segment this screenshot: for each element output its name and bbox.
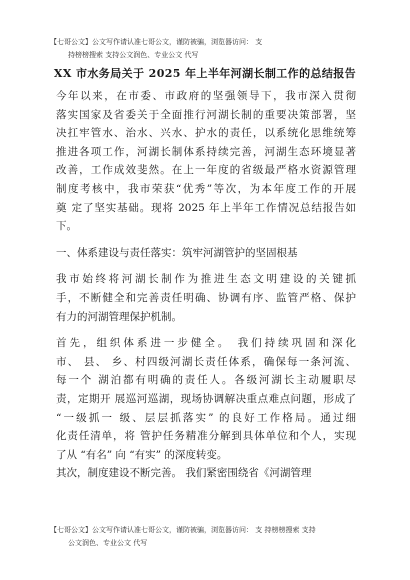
paragraph-line: 今年以来，在市委、市政府的坚强领导下，我市深入贯彻 <box>56 90 356 102</box>
paragraph <box>56 244 356 263</box>
paragraph <box>56 334 356 464</box>
paragraph-line: 一、体系建设与责任落实：筑牢河湖管护的坚固根基 <box>56 246 298 259</box>
paragraph <box>56 270 356 326</box>
paragraph-line: 每一个 湖泊都有明确的责任人。各级河湖长主动履职尽 <box>56 374 356 387</box>
page-footer <box>50 524 370 550</box>
paragraph-line: 决扛牢管水、治水、兴水、护水的责任，以系统化思维统筹 <box>56 127 356 140</box>
paragraph <box>56 464 356 483</box>
paragraph-line: 手，不断健全和完善责任明确、协调有序、监管严格、保护 <box>56 291 356 304</box>
paragraph-line: 制度考核中，我市荣获“优秀”等次，为本年度工作的开展 <box>56 182 356 195</box>
paragraph-line: 了从 “有名” 向 “有实” 的深度转变。 <box>56 448 228 461</box>
paragraph-line: 奠 定了坚实基础。现将 2025 年上半年工作情况总结报告如 <box>56 201 356 214</box>
paragraph-line: 责，定期开 展巡河巡湖，现场协调解决重点难点问题，形成了 <box>56 392 356 405</box>
paragraph-line: 有力的河湖管理保护机制。 <box>56 310 182 323</box>
paragraph-line: “一级抓一 级、层层抓落实” 的良好工作格局。通过细 <box>56 411 356 424</box>
paragraph-line: 落实国家及省委关于全面推行河湖长制的重要决策部署，坚 <box>56 108 356 121</box>
paragraph-line: 化责任清单，将 管护任务精准分解到具体单位和个人，实现 <box>56 430 356 443</box>
footer-line-2: 公文润色、专业公文 代写 <box>68 539 148 547</box>
paragraph-line: 市、 县、 乡、村四级河湖长责任体系，确保每一条河流、 <box>56 355 356 368</box>
header-line-2: 持榜榜搜索 支持公文润色、专业公文 代写 <box>68 51 199 59</box>
paragraph <box>56 87 356 236</box>
document-title: XX 市水务局关于 2025 年上半年河湖长制工作的总结报告 <box>53 67 357 80</box>
header-line-1: 【七哥公文】公文写作请认准七哥公文，谨防被骗，浏览器访问： 支 <box>50 38 263 46</box>
paragraph-line: 首先，组织体系进一步健全。 我们持续巩固和深化 <box>56 337 356 350</box>
footer-line-1: 【七哥公文】公文写作请认准七哥公文，谨防被骗，浏览器访问： 支 持榜榜搜索 支持 <box>50 526 316 534</box>
paragraph-line: 其次，制度建设不断完善。 我们紧密围绕省《河湖管理 <box>56 467 312 480</box>
paragraph-line: 推进各项工作，河湖长制体系持续完善，河湖生态环境显著 <box>56 145 356 158</box>
paragraph-line: 改善，工作成效斐然。在上一年度的省级最严格水资源管理 <box>56 164 356 177</box>
paragraph-line: 我市始终将河湖长制作为推进生态文明建设的关键抓 <box>56 273 356 286</box>
paragraph-line: 下。 <box>56 220 77 233</box>
document-body <box>56 87 356 483</box>
page-header <box>50 36 370 62</box>
